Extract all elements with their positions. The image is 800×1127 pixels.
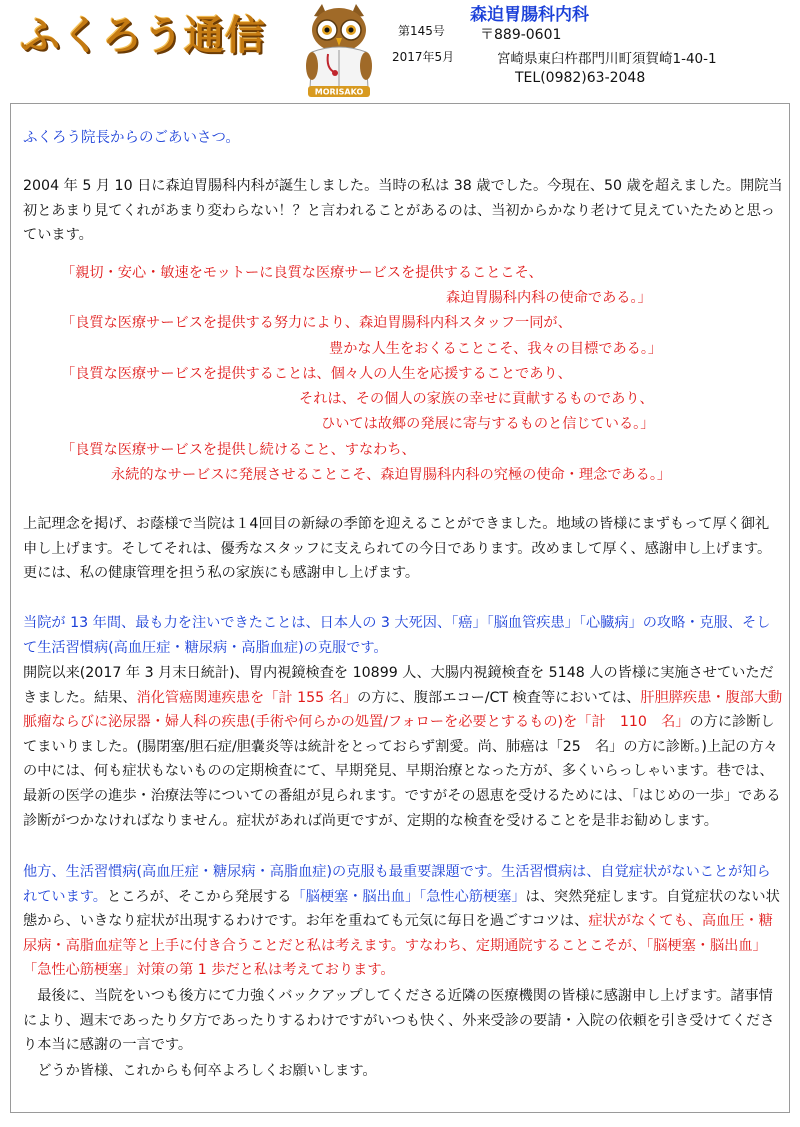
quote-line: 豊かな人生をおくることこそ、我々の目標である。」	[329, 341, 663, 357]
clinic-name: 森迫胃腸科内科	[470, 5, 589, 25]
lifestyle-paragraph	[23, 860, 783, 983]
owl-badge-label: MORISAKO	[314, 87, 364, 97]
paragraph-2: 上記理念を掲げ、お蔭様で当院は１4回目の新緑の季節を迎えることができました。地域の皆様にまずもって厚く御礼申し上げます。そしてそれは、優秀なスタッフに支えられての今日であります。改めまして厚く、感謝申し上げます。更には、私の健康管理を担う私の家族にも感謝申し上げます。	[23, 516, 772, 582]
gratitude-paragraph	[23, 512, 783, 586]
issue-date: 2017年5月	[392, 50, 455, 64]
closing-line	[23, 1059, 783, 1084]
statistics-paragraph	[23, 661, 783, 833]
newsletter-header	[0, 0, 800, 100]
lifestyle-text-2: ところが、そこから発展する	[107, 888, 292, 905]
paragraph-1: 2004 年 5 月 10 日に森迫胃腸科内科が誕生しました。当時の私は 38 歳でした。今現在、50 歳を超えました。開院当初とあまり見てくれがあまり変わらない！？と言われることがあるのは、当初からかなり老けて見えていたためと思っています。	[23, 178, 783, 244]
newsletter-title: ふくろう通信	[20, 13, 266, 59]
paragraph-5	[23, 860, 783, 983]
quote-line: 永続的なサービスに発展させることこそ、森迫胃腸科内科の究極の使命・理念である。」	[111, 467, 672, 483]
quote-line: それは、その個人の家族の幸せに貢献するものであり、	[299, 391, 654, 407]
lifestyle-highlight-advice: 症状がなくても、高血圧・糖尿病・高脂血症等と上手に付き合うことだと私は考えます。すなわち、定期通院することこそが、「脳梗塞・脳出血」「急性心筋梗塞」対策の第 1 歩だと私は考えております。	[23, 913, 773, 979]
closing-paragraph	[23, 984, 783, 1058]
quote-line: 「良質な医療サービスを提供する努力により、森迫胃腸科内科スタッフ一同が、	[61, 315, 572, 331]
stats-highlight-cancer: 消化管癌関連疾患を「計 155 名」	[136, 689, 358, 706]
greeting-heading: ふくろう院長からのごあいさつ。	[23, 130, 240, 146]
intro-paragraph	[23, 174, 783, 248]
message-box	[10, 103, 790, 1113]
paragraph-6: 最後に、当院をいつも後方にて力強くバックアップしてくださる近隣の医療機関の皆様に感謝申し上げます。諸事情により、週末であったり夕方であったりするわけですがいつも快く、外来受診の要請・入院の依頼を引き受けてくださり本当に感謝の一言です。	[23, 988, 775, 1054]
stats-text-3: の方に診断してまいりました。(腸閉塞/胆石症/胆嚢炎等は統計をとっておらず割愛。尚、肺癌は「25 名」の方に診断。)上記の方々の中には、何も症状もないものの定期検査にて、早期発見、早期治療となった方が、多くいらっしゃいます。巷では、最新の医学の進歩・治療法等についての番組が見られます。ですがその恩恵を受けるためには、「はじめの一歩」である診断がつかなければなりません。症状があれば尚更ですが、定期的な検査を受けることを是非お勧めします。	[23, 714, 781, 829]
focus-paragraph	[23, 611, 783, 660]
clinic-address: 宮崎県東臼杵郡門川町須賀崎1-40-1	[497, 51, 717, 67]
quote-line: 「良質な医療サービスを提供し続けること、すなわち、	[61, 442, 416, 458]
lifestyle-highlight-stroke: 「脳梗塞・脳出血」「急性心筋梗塞」	[291, 888, 526, 905]
paragraph-4	[23, 661, 783, 833]
issue-number: 第145号	[398, 24, 445, 38]
owl-doctor-mascot-icon	[300, 2, 378, 98]
clinic-postal-code: 〒889-0601	[480, 27, 562, 43]
stats-text-1: 開院以来(2017 年 3 月末日統計)、胃内視鏡検査を 10899 人、大腸内視鏡検査を 5148 人の皆様に実施させていただきました。結果、	[23, 665, 774, 706]
quote-line: 「良質な医療サービスを提供することは、個々人の人生を応援することであり、	[61, 366, 572, 382]
paragraph-3: 当院が 13 年間、最も力を注いできたことは、日本人の 3 大死因、「癌」「脳血管疾患」「心臓病」の攻略・克服、そして生活習慣病(高血圧症・糖尿病・高脂血症)の克服です。	[23, 615, 771, 656]
quote-line: 森迫胃腸科内科の使命である。」	[446, 290, 652, 306]
quote-line: 「親切・安心・敏速をモットーに良質な医療サービスを提供することこそ、	[61, 265, 543, 281]
lifestyle-text-1: 他方、生活習慣病(高血圧症・糖尿病・高脂血症)の克服も最重要課題です。生活習慣病は、自覚症状がないことが知られています。	[23, 864, 771, 905]
lifestyle-text-3: は、突然発症します。自覚症状のない状態から、いきなり症状が出現するわけです。お年を重ねても元気に毎日を過ごすコツは、	[23, 888, 780, 930]
quote-line: ひいては故郷の発展に寄与するものと信じている。」	[321, 416, 655, 432]
stats-text-2: の方に、腹部エコー/CT 検査等においては、	[357, 689, 641, 706]
clinic-phone: TEL(0982)63-2048	[515, 70, 646, 86]
stats-highlight-diseases: 肝胆膵疾患・腹部大動脈瘤ならびに泌尿器・婦人科の疾患(手術や何らかの処置/フォローを必要とするもの)を「計 110 名」	[23, 689, 783, 731]
paragraph-7: どうか皆様、これからも何卒よろしくお願いします。	[37, 1063, 377, 1079]
